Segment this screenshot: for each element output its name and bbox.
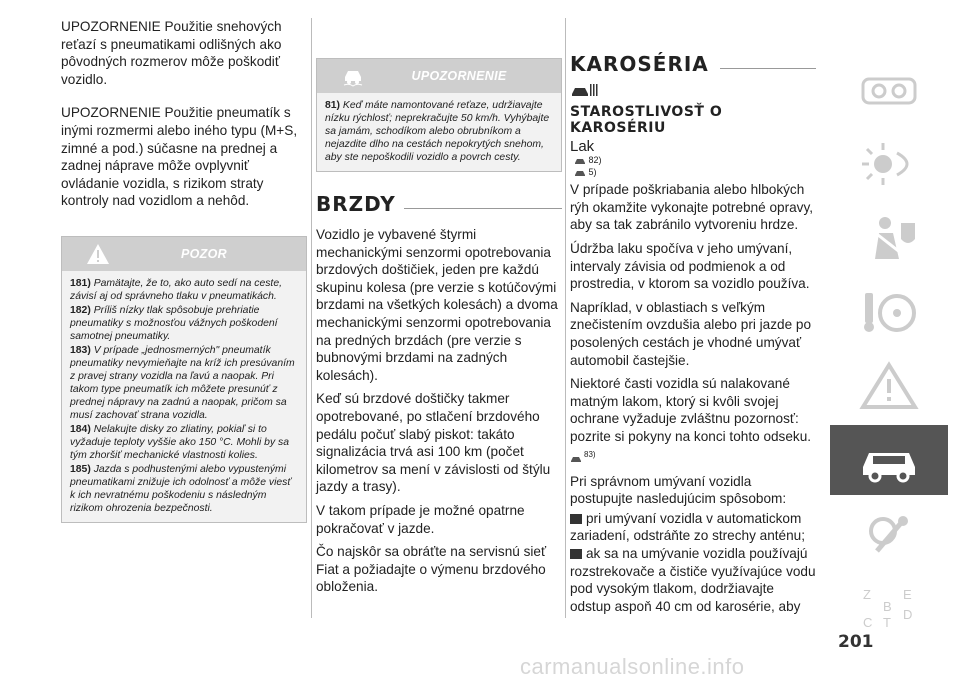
column-divider <box>311 18 312 618</box>
car-wash-small-icon <box>574 156 586 165</box>
caution-item: 81) Keď máte namontované reťaze, udržiavajte nízku rýchlosť; neprekračujte 50 km/h. Vyhýbajte sa jamám, schodíkom alebo obrubníkom a nejazdite dlho na cestách nepokrytých snehom, aby ste nepoškodili vozidlo a povrch cesty. <box>325 100 550 163</box>
danger-box <box>61 236 307 523</box>
warning-triangle-icon <box>86 243 110 265</box>
tools-icon <box>857 509 921 559</box>
section-title-body: KAROSÉRIA <box>570 52 816 78</box>
title-rule <box>720 68 816 69</box>
middle-column <box>316 42 562 602</box>
car-wash-small-icon <box>570 454 582 463</box>
sidebar-tab-tools[interactable] <box>830 499 948 569</box>
sun-lights-icon <box>857 139 921 189</box>
brakes-paragraph: Čo najskôr sa obráťte na servisnú sieť Fiat a požiadajte o výmenu brzdového obloženia. <box>316 544 547 595</box>
watermark: carmanualsonline.info <box>520 654 745 679</box>
danger-item: 181) Pamätajte, že to, ako auto sedí na ceste, závisí aj od správneho tlaku v pneumatikách. <box>70 277 282 302</box>
caution-box <box>316 58 562 172</box>
caution-box-title: UPOZORNENIE <box>411 69 507 83</box>
right-column <box>570 38 816 621</box>
body-paragraph: Údržba laku spočíva v jeho umývaní, intervaly závisia od podmienok a od prostredia, v ktorom sa vozidlo používa. <box>570 241 810 292</box>
left-column <box>61 18 307 523</box>
index-letters-icon <box>857 583 921 633</box>
svg-text:D: D <box>903 607 913 622</box>
chapter-sidebar <box>830 55 960 647</box>
car-maintenance-icon <box>857 435 921 485</box>
body-paragraph: Napríklad, v oblastiach s veľkým znečistením ovzdušia alebo pri jazde po posolených cestách je vhodné umývať automobil častejšie. <box>570 299 812 368</box>
seatbelt-safety-icon <box>857 213 921 263</box>
page-number: 201 <box>838 632 874 652</box>
bullet-marker <box>570 514 582 524</box>
brakes-paragraph: Vozidlo je vybavené štyrmi mechanickými senzormi opotrebovania brzdových doštičiek, jeden pre každú skupinu kolesa (pre verzie s kotúčovými brzdami na všetkých kolesách) a dvoma mechanickými senzormi opotrebovania na predných brzdách (pre verzie s bubnovými brzdami na zadných kolesách). <box>316 227 558 383</box>
danger-item: 185) Jazda s podhustenými alebo vypustenými pneumatikami znižuje ich odolnosť a môže viesť k ich nevratnému poškodeniu s následným rizikom ohrozenia bezpečnosti. <box>70 463 292 514</box>
car-wash-small-icon <box>574 168 586 177</box>
danger-box-title: POZOR <box>181 246 227 261</box>
svg-text:Z: Z <box>863 587 871 602</box>
car-dashboard-icon <box>857 65 921 115</box>
column-divider <box>565 18 566 618</box>
sidebar-tab-safety[interactable] <box>830 203 948 273</box>
body-paragraph: Niektoré časti vozidla sú nalakované matným lakom, ktorý si kvôli svojej ochrane vyžaduje zvláštnu pozornosť: pozrite si pokyny na konci tohto odseku. $^{83)}$ <box>570 375 816 467</box>
car-skid-icon <box>341 65 365 87</box>
warning-triangle-icon <box>857 361 921 411</box>
danger-item: 183) V prípade „jednosmerných" pneumatík pneumatiky nevymieňajte na kríž ich presúvaním z pravej strany vozidla na ľavú a naopak. Pri takom type pneumatík ich môžete presunúť z prednej nápravy na zadnú a naopak, pričom sa musí zachovať strana vozidla. <box>70 344 295 421</box>
svg-text:T: T <box>883 615 891 630</box>
reference-line: 5) <box>574 167 816 177</box>
sidebar-tab-emergency[interactable] <box>830 351 948 421</box>
chain-warning-text: UPOZORNENIE Použitie snehových reťazí s pneumatikami odlišných ako pôvodných rozmerov môže poškodiť vozidlo. <box>61 19 282 87</box>
body-paragraph: V prípade poškriabania alebo hlbokých rýh okamžite vykonajte potrebné opravy, aby sa tak zabránilo vytvoreniu hrdze. <box>570 182 814 233</box>
svg-text:B: B <box>883 599 892 614</box>
sidebar-tab-starting[interactable] <box>830 277 948 347</box>
body-paragraph: Pri správnom umývaní vozidla postupujte nasledujúcim spôsobom: <box>570 473 787 507</box>
sidebar-tab-lights[interactable] <box>830 129 948 199</box>
svg-text:E: E <box>903 587 912 602</box>
bullet-item: ak sa na umývanie vozidla používajú rozstrekovače a čističe využívajúce vodu pod vysokým tlakom, dodržiavajte odstup aspoň 40 cm od karosérie, aby <box>570 546 816 614</box>
danger-box-header <box>62 237 306 271</box>
danger-item: 182) Príliš nízky tlak spôsobuje prehriatie pneumatiky s možnosťou vážnych poškodení samotnej pneumatiky. <box>70 304 278 342</box>
reference-line: 82) <box>574 155 816 165</box>
caution-box-body <box>317 93 561 171</box>
bullet-item: pri umývaní vozidla v automatickom zariadení, odstráňte zo strechy anténu; <box>570 510 806 544</box>
sidebar-tab-maintenance[interactable] <box>830 425 948 495</box>
svg-text:C: C <box>863 615 873 630</box>
brakes-paragraph: V takom prípade je možné opatrne pokračovať v jazde. <box>316 502 525 536</box>
key-steering-icon <box>857 287 921 337</box>
subsection-title: STAROSTLIVOSŤ O KAROSÉRIU <box>570 104 723 136</box>
brakes-paragraph: Keď sú brzdové doštičky takmer opotrebované, po stlačení brzdového pedálu počuť slabý piskot: takáto signalizácia trvá asi 100 km (počet kilometrov sa mení v závislosti od štýlu jazdy a trasy). <box>316 391 551 495</box>
tire-mix-warning-text: UPOZORNENIE Použitie pneumatík s inými rozmermi alebo iného typu (M+S, zimné a pod.) súčasne na prednej a zadnej náprave môže ovplyvniť ovládanie vozidla, s rizikom straty kontroly nad vozidlom a nehôd. <box>61 105 298 209</box>
danger-box-body <box>62 271 306 522</box>
section-title-brakes: BRZDY <box>316 192 562 218</box>
car-wash-icon <box>570 82 600 98</box>
caution-box-header <box>317 59 561 93</box>
sidebar-tab-dashboard[interactable] <box>830 55 948 125</box>
bullet-marker <box>570 549 582 559</box>
danger-item: 184) Nelakujte disky zo zliatiny, pokiaľ si to vyžaduje teploty vyššie ako 150 °C. Mohli by sa tým zhoršiť mechanické vlastnosti kolies. <box>70 423 289 461</box>
paint-heading: Lak <box>570 138 595 155</box>
title-rule <box>404 208 562 209</box>
